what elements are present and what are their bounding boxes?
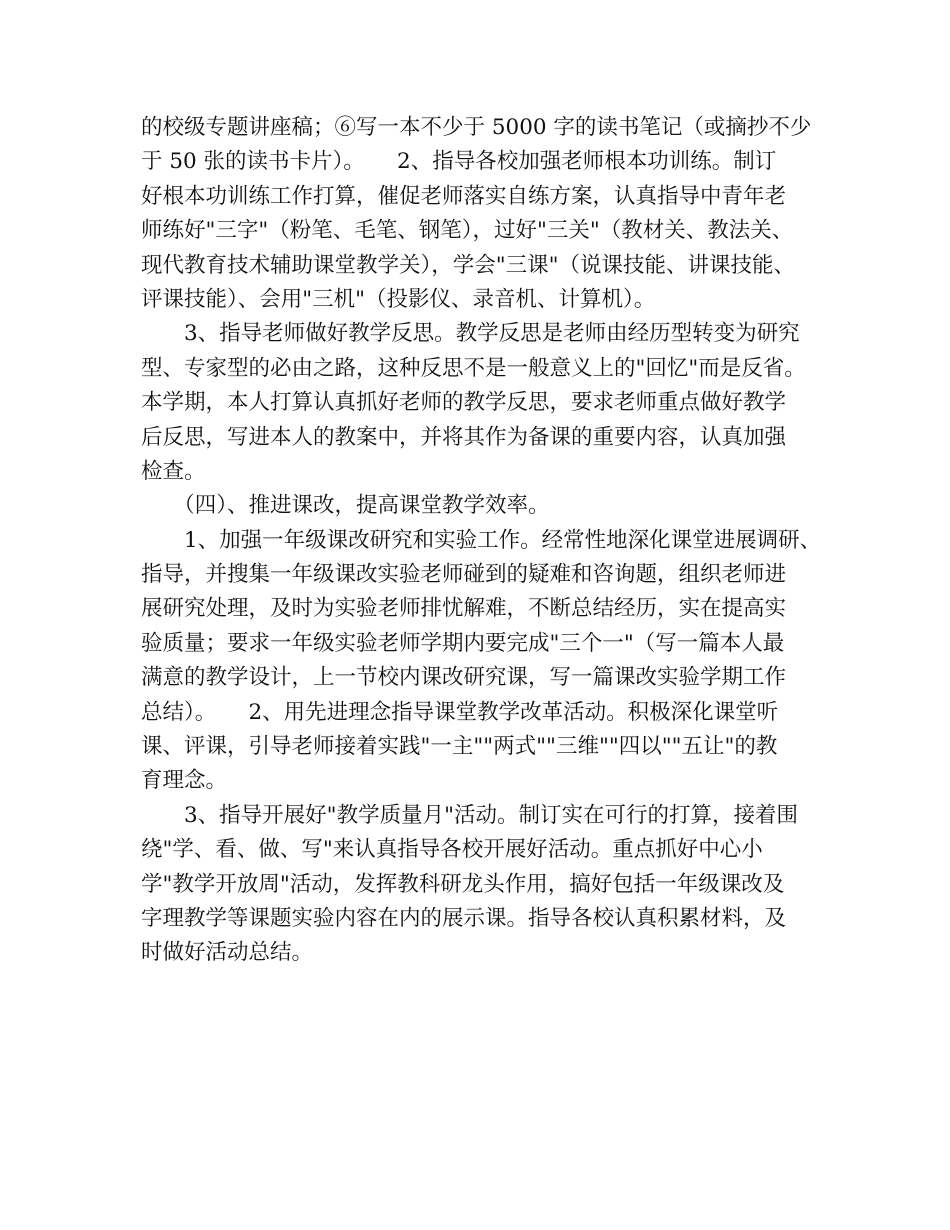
text-line: 育理念。 [141, 768, 228, 794]
text-line: 本学期，本人打算认真抓好老师的教学反思，要求老师重点做好教学 [141, 390, 787, 416]
text-line: 3、指导开展好"教学质量月"活动。制订实在可行的打算，接着围 [141, 802, 798, 828]
text-line: 时做好活动总结。 [141, 940, 314, 966]
text-line: 指导，并搜集一年级课改实验老师碰到的疑难和咨询题，组织老师进 [141, 562, 787, 588]
text-line: 师练好"三字"（粉笔、毛笔、钢笔），过好"三关"（教材关、教法关、 [141, 218, 794, 244]
text-line: 展研究处理，及时为实验老师排忧解难，不断总结经历，实在提高实 [141, 596, 787, 622]
text-line: 3、指导老师做好教学反思。教学反思是老师由经历型转变为研究 [141, 321, 800, 347]
text-line: 1、加强一年级课改研究和实验工作。经常性地深化课堂进展调研、 [141, 527, 822, 553]
text-line: 字理教学等课题实验内容在内的展示课。指导各校认真积累材料，及 [141, 905, 787, 931]
text-line: 检查。 [141, 458, 206, 484]
text-line: 型、专家型的必由之路，这种反思不是一般意义上的"回忆"而是反省。 [141, 355, 806, 381]
text-line: 的校级专题讲座稿；⑥写一本不少于 5000 字的读书笔记（或摘抄不少 [141, 115, 812, 140]
document-body [141, 111, 825, 971]
text-line: 后反思，写进本人的教案中，并将其作为备课的重要内容，认真加强 [141, 424, 787, 450]
text-line: 课、评课，引导老师接着实践"一主""两式""三维""四以""五让"的教 [141, 734, 778, 760]
text-line: 评课技能）、会用"三机"（投影仪、录音机、计算机）。 [141, 286, 656, 312]
text-line: 学"教学开放周"活动，发挥教科研龙头作用，搞好包括一年级课改及 [141, 871, 785, 897]
text-line: 好根本功训练工作打算，催促老师落实自练方案，认真指导中青年老 [141, 183, 787, 209]
text-line: 现代教育技术辅助课堂教学关），学会"三课"（说课技能、讲课技能、 [141, 252, 796, 278]
text-line: 满意的教学设计，上一节校内课改研究课，写一篇课改实验学期工作 [141, 665, 787, 691]
text-line: 绕"学、看、做、写"来认真指导各校开展好活动。重点抓好中心小 [141, 837, 763, 863]
text-line: 总结）。 2、用先进理念指导课堂教学改革活动。积极深化课堂听 [141, 699, 779, 725]
text-line: 于 50 张的读书卡片）。 2、指导各校加强老师根本功训练。制订 [141, 149, 777, 175]
section-heading: （四）、推进课改，提高课堂教学效率。 [141, 493, 550, 519]
text-line: 验质量；要求一年级实验老师学期内要完成"三个一"（写一篇本人最 [141, 630, 785, 656]
